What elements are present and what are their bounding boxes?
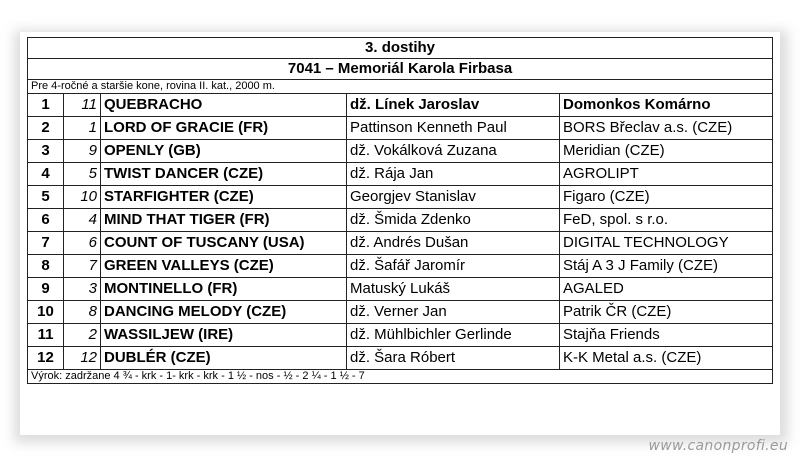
result-row [28,117,773,140]
horse-cell: GREEN VALLEYS (CZE) [101,255,347,278]
watermark: www.canonprofi.eu [648,438,788,454]
number-cell: 10 [64,186,101,209]
result-row [28,278,773,301]
horse-cell: OPENLY (GB) [101,140,347,163]
jockey-cell: dž. Šmida Zdenko [347,209,560,232]
horse-cell: DANCING MELODY (CZE) [101,301,347,324]
horse-cell: MIND THAT TIGER (FR) [101,209,347,232]
jockey-cell: Georgjev Stanislav [347,186,560,209]
result-row [28,347,773,370]
jockey-cell: dž. Vokálková Zuzana [347,140,560,163]
number-cell: 3 [64,278,101,301]
jockey-cell: dž. Verner Jan [347,301,560,324]
place-cell: 9 [28,278,64,301]
place-cell: 4 [28,163,64,186]
race-conditions: Pre 4-ročné a staršie kone, rovina II. kat., 2000 m. [28,80,773,94]
owner-cell: Stáj A 3 J Family (CZE) [560,255,773,278]
number-cell: 6 [64,232,101,255]
number-cell: 11 [64,94,101,117]
owner-cell: BORS Břeclav a.s. (CZE) [560,117,773,140]
result-row [28,232,773,255]
place-cell: 7 [28,232,64,255]
place-cell: 11 [28,324,64,347]
owner-cell: Stajňa Friends [560,324,773,347]
race-title: 3. dostihy [28,38,773,59]
owner-cell: AGALED [560,278,773,301]
number-cell: 2 [64,324,101,347]
race-verdict: Výrok: zadržane 4 ¾ - krk - 1- krk - krk - 1 ½ - nos - ½ - 2 ¼ - 1 ½ - 7 [28,370,773,384]
place-cell: 6 [28,209,64,232]
jockey-cell: dž. Andrés Dušan [347,232,560,255]
place-cell: 8 [28,255,64,278]
owner-cell: K-K Metal a.s. (CZE) [560,347,773,370]
horse-cell: LORD OF GRACIE (FR) [101,117,347,140]
place-cell: 12 [28,347,64,370]
result-row [28,209,773,232]
jockey-cell: dž. Šafář Jaromír [347,255,560,278]
result-row [28,301,773,324]
number-cell: 7 [64,255,101,278]
result-row [28,324,773,347]
race-name: 7041 – Memoriál Karola Firbasa [28,59,773,80]
owner-cell: Domonkos Komárno [560,94,773,117]
jockey-cell: Matuský Lukáš [347,278,560,301]
jockey-cell: dž. Rája Jan [347,163,560,186]
place-cell: 2 [28,117,64,140]
number-cell: 4 [64,209,101,232]
results-table [27,37,773,384]
number-cell: 12 [64,347,101,370]
place-cell: 5 [28,186,64,209]
place-cell: 10 [28,301,64,324]
result-row [28,140,773,163]
number-cell: 5 [64,163,101,186]
owner-cell: AGROLIPT [560,163,773,186]
place-cell: 1 [28,94,64,117]
jockey-cell: dž. Línek Jaroslav [347,94,560,117]
jockey-cell: dž. Mühlbichler Gerlinde [347,324,560,347]
owner-cell: Meridian (CZE) [560,140,773,163]
owner-cell: Patrik ČR (CZE) [560,301,773,324]
owner-cell: DIGITAL TECHNOLOGY [560,232,773,255]
result-row [28,255,773,278]
number-cell: 8 [64,301,101,324]
results-card [20,32,780,435]
horse-cell: DUBLÉR (CZE) [101,347,347,370]
horse-cell: STARFIGHTER (CZE) [101,186,347,209]
jockey-cell: dž. Šara Róbert [347,347,560,370]
result-row [28,186,773,209]
horse-cell: QUEBRACHO [101,94,347,117]
place-cell: 3 [28,140,64,163]
horse-cell: MONTINELLO (FR) [101,278,347,301]
result-row [28,94,773,117]
owner-cell: FeD, spol. s r.o. [560,209,773,232]
horse-cell: WASSILJEW (IRE) [101,324,347,347]
number-cell: 9 [64,140,101,163]
number-cell: 1 [64,117,101,140]
owner-cell: Figaro (CZE) [560,186,773,209]
horse-cell: COUNT OF TUSCANY (USA) [101,232,347,255]
result-row [28,163,773,186]
jockey-cell: Pattinson Kenneth Paul [347,117,560,140]
horse-cell: TWIST DANCER (CZE) [101,163,347,186]
